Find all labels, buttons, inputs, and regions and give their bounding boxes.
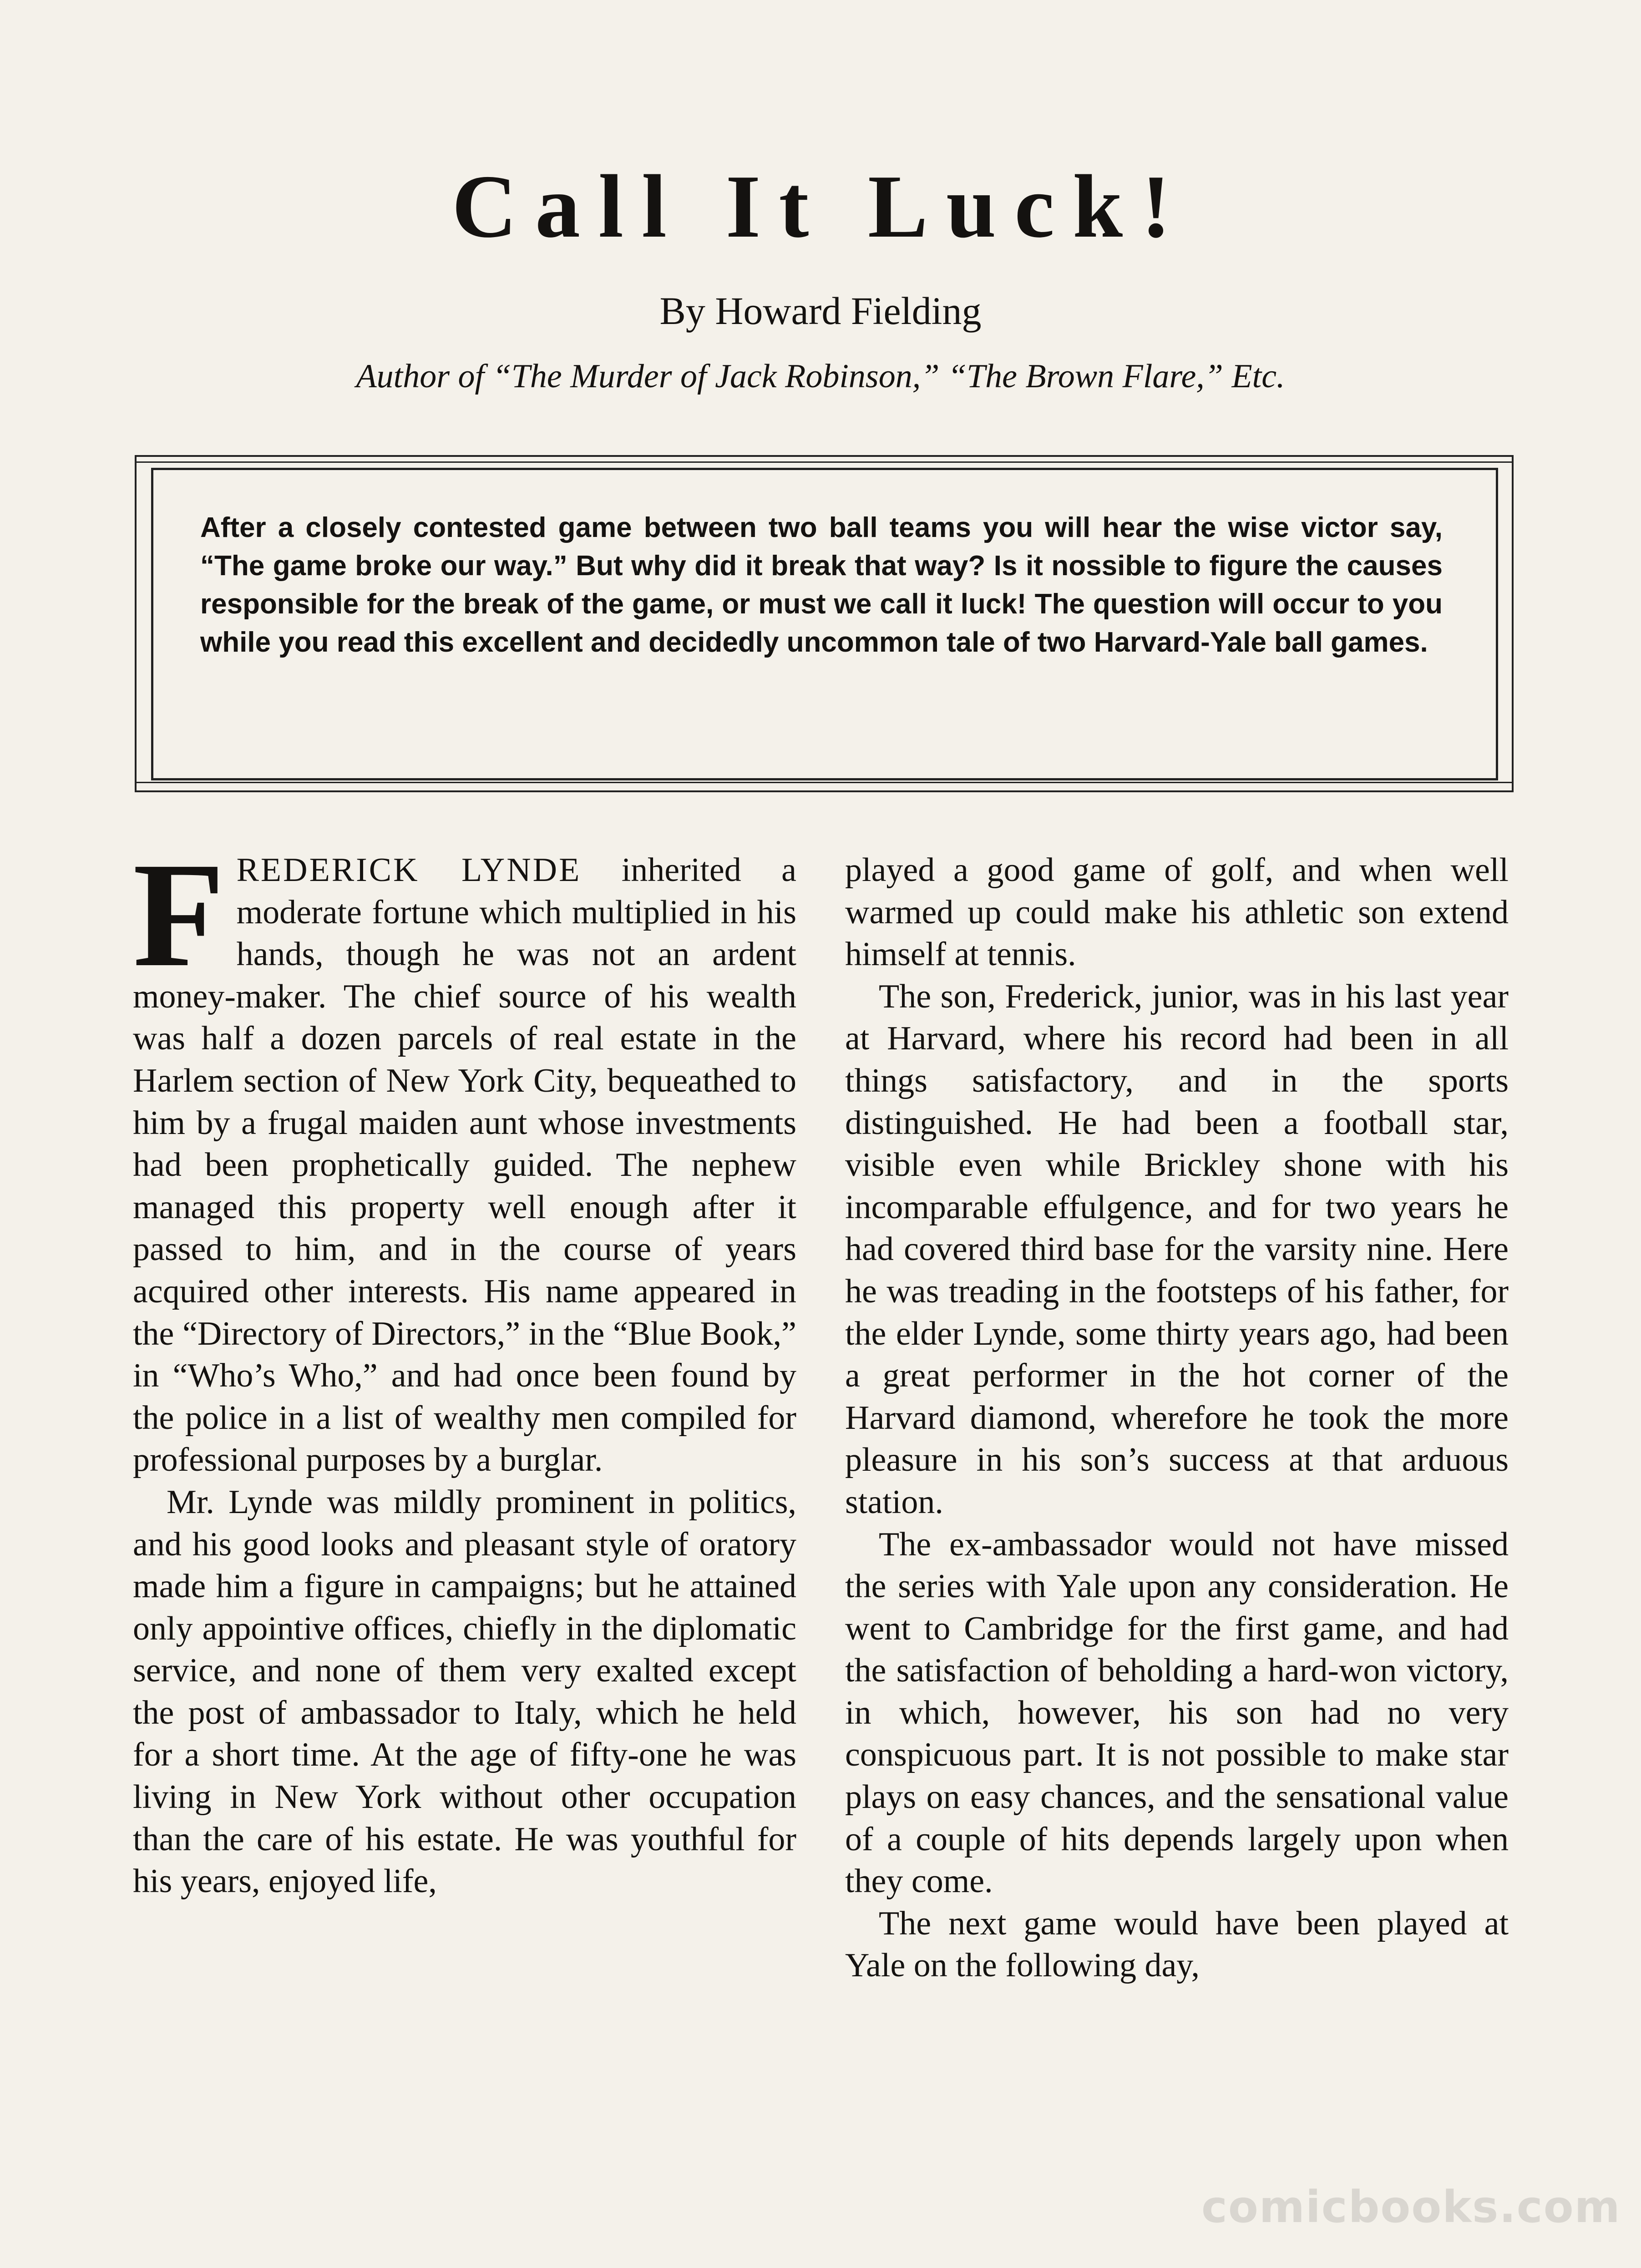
paragraph-text: inherited a moderate fortune which multiplied in his hands, though he was not an ardent money-maker. The chief source of his wealth was half a dozen parcels of real estate in the Harlem section of New York City, bequeathed to him by a frugal maiden aunt whose investments had been prophetically guided. The nephew managed this property well enough after it passed to him, and in the course of years acquired other interests. His name appeared in the “Directory of Directors,” in the “Blue Book,” in “Who’s Who,” and had once been found by the police in a list of wealthy men compiled for professional purposes by a burglar.: [133, 851, 796, 1479]
frame-bottom-rule: [135, 782, 1512, 783]
paragraph: The son, Frederick, junior, was in his last year at Harvard, where his record had been in all things satisfactory, and in the sports distinguished. He had been a football star, visible even while Brickley shone with his incomparable effulgence, and for two years he had covered third base for the varsity nine. Here he was treading in the footsteps of his father, for the elder Lynde, some thirty years ago, had been a great performer in the hot corner of the Harvard diamond, wherefore he took the more pleasure in his son’s success at that arduous station.: [845, 977, 1509, 1521]
story-title: Call It Luck!: [451, 157, 1190, 256]
site-watermark: comicbooks.com: [1201, 2182, 1621, 2233]
paragraph: [133, 832, 796, 1481]
left-column: [133, 832, 796, 1903]
paragraph: played a good game of golf, and when well warmed up could make his athletic son extend himself at tennis.: [845, 851, 1509, 973]
drop-cap: F: [133, 832, 225, 998]
story-summary: After a closely contested game between two ball teams you will hear the wise victor say, “The game broke our way.” But why did it break that way? Is it nossible to figure the causes responsible for the break of the game, or must we call it luck! The question will occur to you while you read this excellent and decidedly uncommon tale of two Harvard-Yale ball games.: [200, 512, 1443, 658]
byline: By Howard Fielding: [659, 289, 982, 333]
paragraph: Mr. Lynde was mildly prominent in politics, and his good looks and pleasant style of oratory made him a figure in campaigns; but he attained only appointive offices, chiefly in the diplomatic service, and none of them very exalted except the post of ambassador to Italy, which he held for a short time. At the age of fifty-one he was living in New York without other occupation than the care of his estate. He was youthful for his years, enjoyed life,: [133, 1483, 796, 1900]
right-column: [845, 849, 1509, 1987]
paragraph: The next game would have been played at Yale on the following day,: [845, 1904, 1509, 1984]
paragraph: The ex-ambassador would not have missed the series with Yale upon any consideration. He went to Cambridge for the first game, and had the satisfaction of beholding a hard-won victory, in which, however, his son had no very conspicuous part. It is not possible to make star plays on easy chances, and the sensational value of a couple of hits depends largely upon when they come.: [845, 1525, 1509, 1900]
author-credits: Author of “The Murder of Jack Robinson,” “The Brown Flare,” Etc.: [356, 358, 1285, 395]
opening-caps: REDERICK LYNDE: [236, 851, 582, 889]
